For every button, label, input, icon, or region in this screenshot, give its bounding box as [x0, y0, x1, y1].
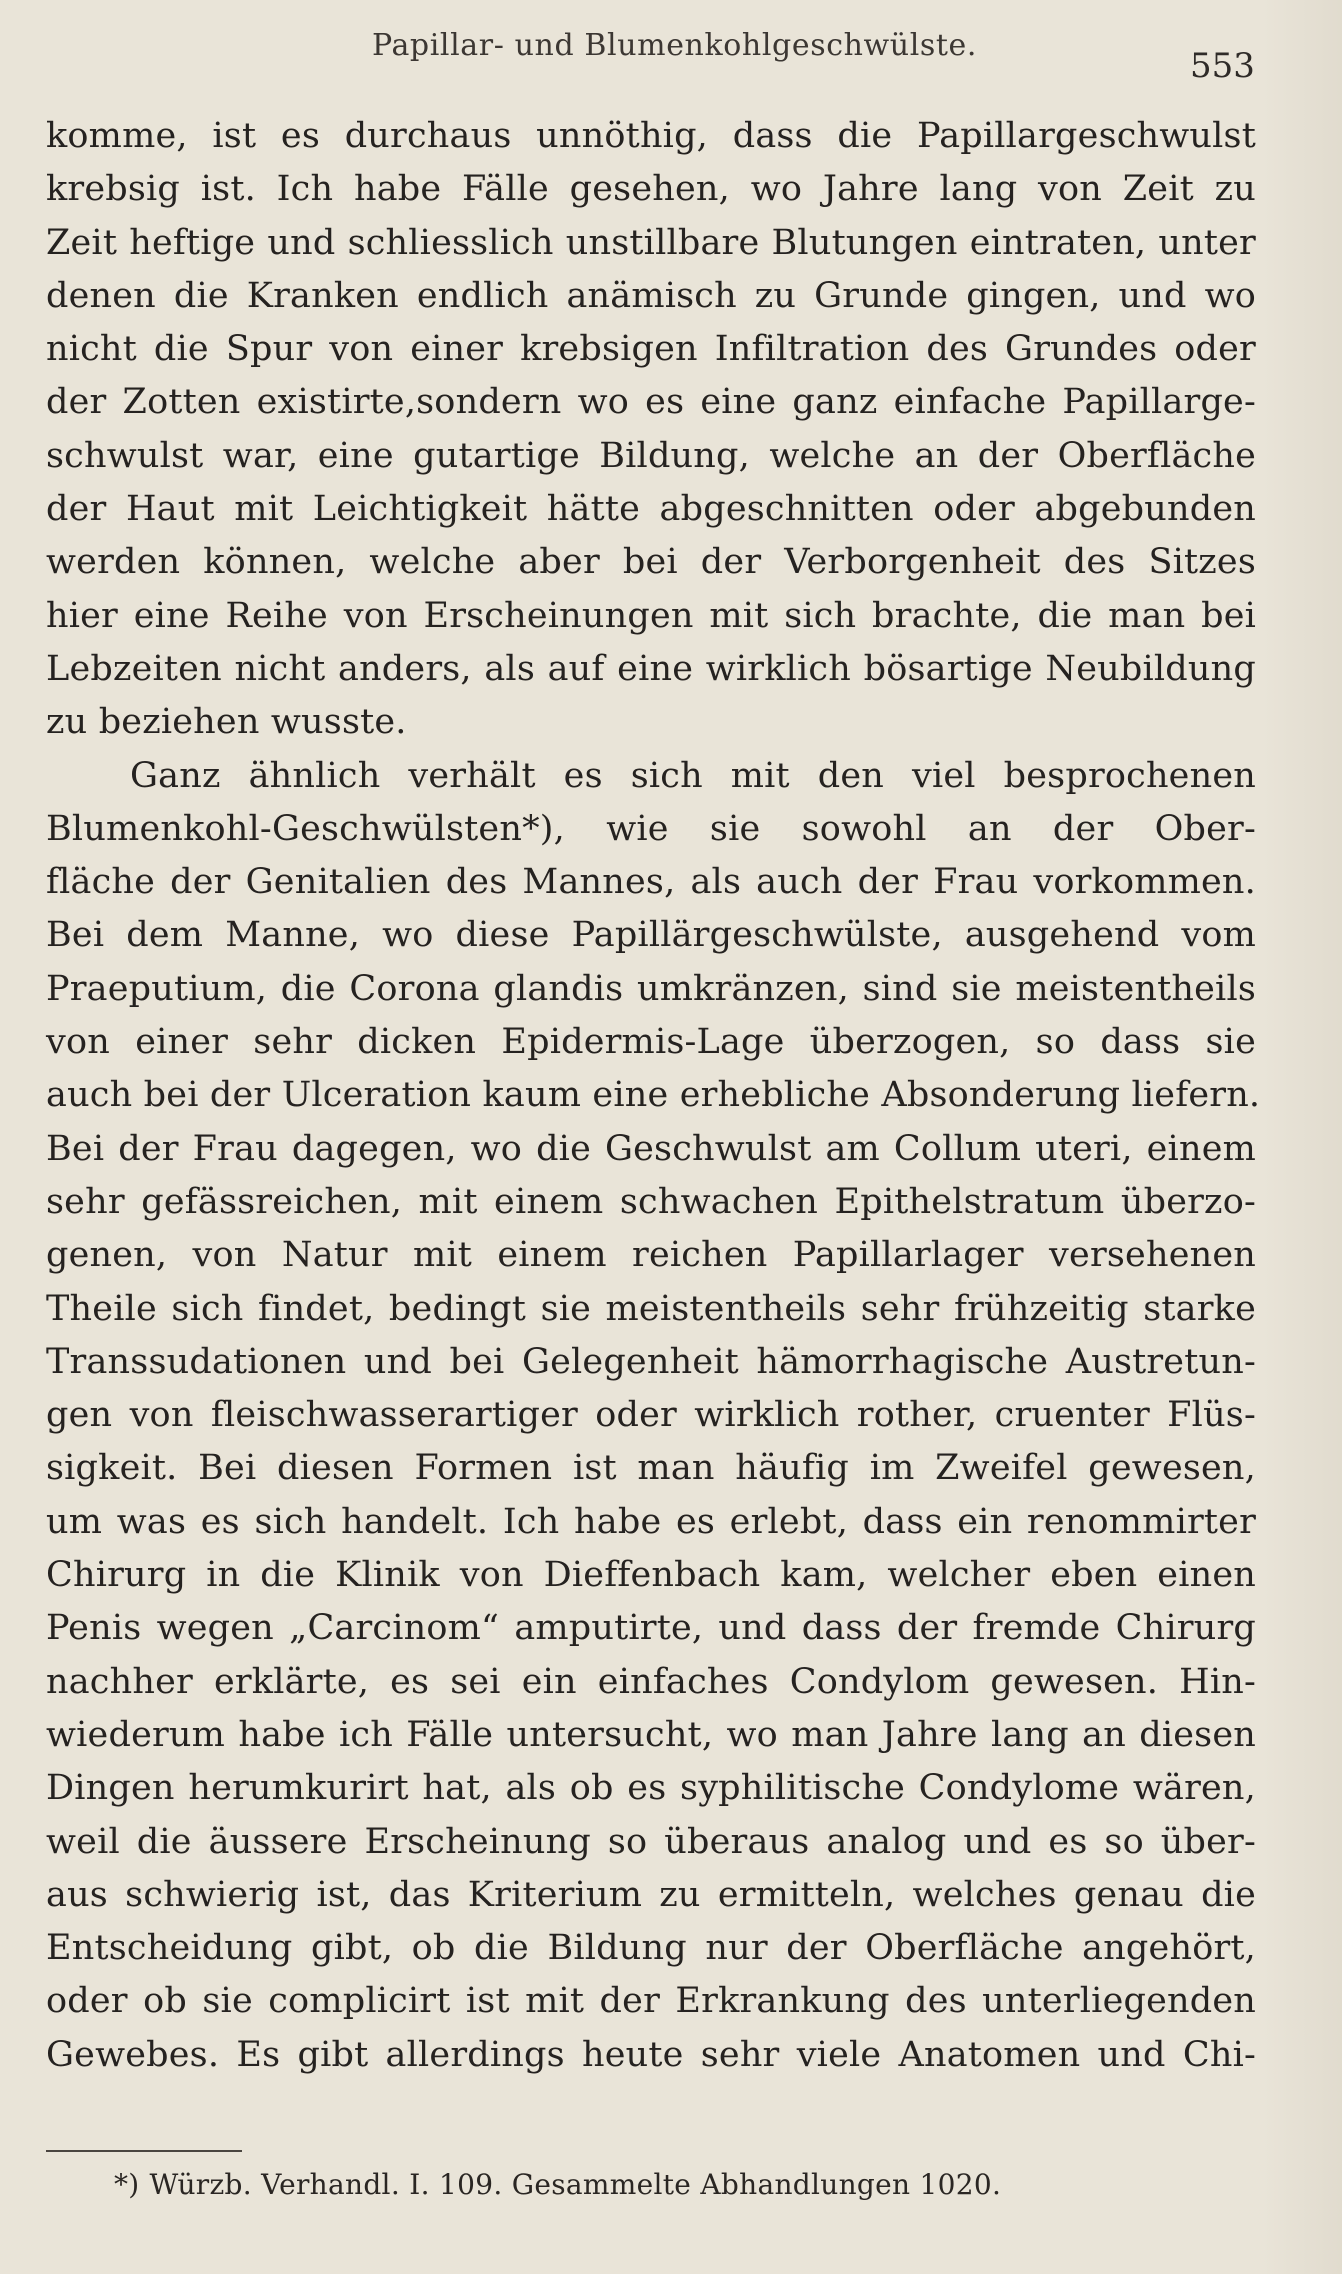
- text-line: Entscheidung gibt, ob die Bildung nur der Oberfläche angehört,: [46, 1928, 1256, 1969]
- text-line: nicht die Spur von einer krebsigen Infiltration des Grundes oder: [46, 329, 1256, 370]
- page-number: 553: [1190, 46, 1255, 86]
- text-line: Penis wegen „Carcinom“ amputirte, und dass der fremde Chirurg: [46, 1608, 1256, 1649]
- text-line: Chirurg in die Klinik von Dieffenbach kam, welcher eben einen: [46, 1555, 1256, 1596]
- text-line: Blumenkohl-Geschwülsten*), wie sie sowohl an der Ober-: [46, 808, 1256, 849]
- text-line: genen, von Natur mit einem reichen Papillarlager versehenen: [46, 1235, 1256, 1276]
- text-line: sigkeit. Bei diesen Formen ist man häufig im Zweifel gewesen,: [46, 1448, 1256, 1489]
- text-line: oder ob sie complicirt ist mit der Erkrankung des unterliegenden: [46, 1981, 1256, 2022]
- text-line: gen von fleischwasserartiger oder wirklich rother, cruenter Flüs-: [46, 1395, 1256, 1436]
- running-head: [0, 24, 1342, 84]
- text-line: auch bei der Ulceration kaum eine erhebliche Absonderung liefern.: [46, 1075, 1261, 1116]
- text-line: krebsig ist. Ich habe Fälle gesehen, wo Jahre lang von Zeit zu: [46, 169, 1256, 210]
- text-line: Theile sich findet, bedingt sie meistentheils sehr frühzeitig starke: [46, 1288, 1256, 1329]
- body-text: [46, 110, 1261, 2082]
- text-line: nachher erklärte, es sei ein einfaches Condylom gewesen. Hin-: [46, 1661, 1256, 1702]
- text-line: von einer sehr dicken Epidermis-Lage überzogen, so dass sie: [46, 1022, 1256, 1063]
- text-line: hier eine Reihe von Erscheinungen mit sich brachte, die man bei: [46, 595, 1256, 636]
- text-line: Dingen herumkurirt hat, als ob es syphilitische Condylome wären,: [46, 1768, 1256, 1809]
- footnote-text: Würzb. Verhandl. I. 109. Gesammelte Abhandlungen 1020.: [149, 2168, 1002, 2201]
- text-line: Gewebes. Es gibt allerdings heute sehr viele Anatomen und Chi-: [46, 2034, 1256, 2075]
- text-line: weil die äussere Erscheinung so überaus analog und es so über-: [46, 1821, 1256, 1862]
- footnote: [114, 2168, 1001, 2201]
- text-line: schwulst war, eine gutartige Bildung, welche an der Oberfläche: [46, 435, 1256, 476]
- text-line: komme, ist es durchaus unnöthig, dass die Papillargeschwulst: [46, 116, 1256, 156]
- text-line: Ganz ähnlich verhält es sich mit den viel besprochenen: [130, 755, 1256, 796]
- text-line: fläche der Genitalien des Mannes, als auch der Frau vorkommen.: [46, 862, 1256, 903]
- text-line: um was es sich handelt. Ich habe es erlebt, dass ein renommirter: [46, 1501, 1256, 1542]
- footnote-rule: [46, 2150, 242, 2152]
- text-line: zu beziehen wusste.: [46, 702, 407, 743]
- text-line: Transsudationen und bei Gelegenheit hämorrhagische Austretun-: [46, 1341, 1256, 1382]
- text-line: Bei der Frau dagegen, wo die Geschwulst am Collum uteri, einem: [46, 1128, 1256, 1169]
- text-line: werden können, welche aber bei der Verborgenheit des Sitzes: [46, 542, 1256, 583]
- text-line: aus schwierig ist, das Kriterium zu ermitteln, welches genau die: [46, 1874, 1256, 1915]
- text-line: Zeit heftige und schliesslich unstillbare Blutungen eintraten, unter: [46, 222, 1256, 263]
- text-line: Bei dem Manne, wo diese Papillärgeschwülste, ausgehend vom: [46, 915, 1256, 956]
- text-line: wiederum habe ich Fälle untersucht, wo man Jahre lang an diesen: [46, 1714, 1256, 1755]
- text-line: denen die Kranken endlich anämisch zu Grunde gingen, und wo: [46, 275, 1256, 316]
- text-line: der Haut mit Leichtigkeit hätte abgeschnitten oder abgebunden: [46, 489, 1256, 530]
- text-line: Lebzeiten nicht anders, als auf eine wirklich bösartige Neubildung: [46, 648, 1256, 689]
- text-line: sehr gefässreichen, mit einem schwachen Epithelstratum überzo-: [46, 1181, 1256, 1222]
- page-edge-shading: [1262, 0, 1342, 2274]
- text-line: Praeputium, die Corona glandis umkränzen, sind sie meistentheils: [46, 968, 1256, 1009]
- running-title: Papillar- und Blumenkohlgeschwülste.: [372, 28, 978, 63]
- footnote-marker: *): [114, 2168, 140, 2201]
- text-line: der Zotten existirte,sondern wo es eine ganz einfache Papillarge-: [46, 382, 1256, 423]
